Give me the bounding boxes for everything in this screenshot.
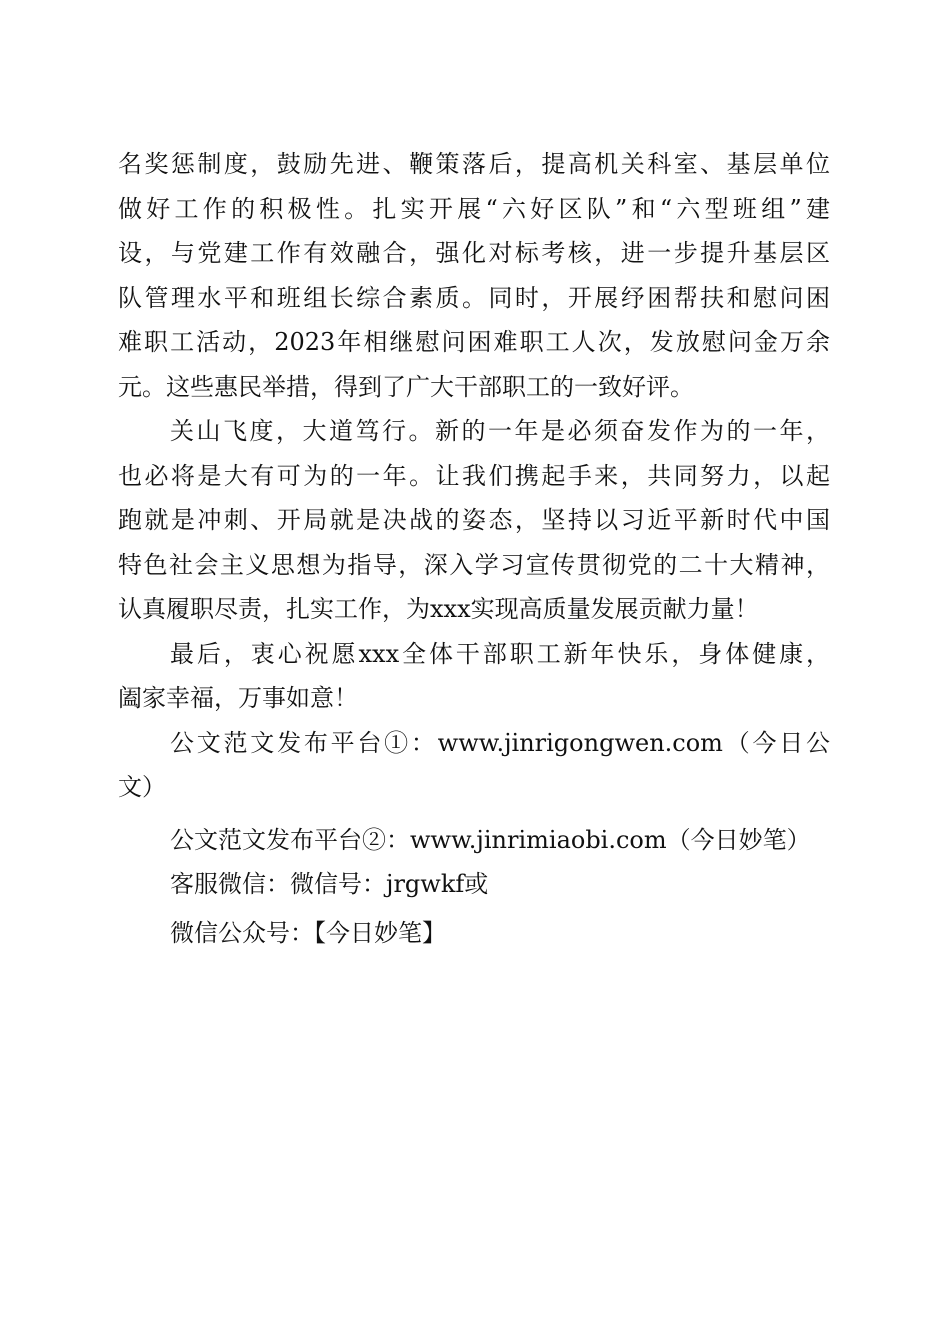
document-body — [118, 142, 830, 955]
footer-info — [118, 721, 830, 956]
paragraph — [118, 632, 830, 721]
text-line: 也必将是大有可为的一年。让我们携起手来，共同努力，以起 — [118, 461, 830, 490]
platform-1-line: 文） — [118, 773, 166, 801]
paragraph — [118, 142, 830, 409]
text-line: 认真履职尽责，扎实工作，为xxx实现高质量发展贡献力量！ — [118, 595, 759, 623]
text-line: 名奖惩制度，鼓励先进、鞭策落后，提高机关科室、基层单位 — [118, 150, 830, 178]
text-line: 阖家幸福，万事如意！ — [118, 684, 358, 712]
text-line: 队管理水平和班组长综合素质。同时，开展纾困帮扶和慰问困 — [118, 283, 830, 312]
text-line: 特色社会主义思想为指导，深入学习宣传贯彻党的二十大精神， — [118, 550, 830, 579]
text-line: 难职工活动，2023年相继慰问困难职工人次，发放慰问金万余 — [118, 328, 830, 356]
platform-2-line: 公文范文发布平台②：www.jinrimiaobi.com（今日妙笔） — [170, 825, 811, 854]
service-wechat-line: 客服微信：微信号：jrgwkf或 — [170, 870, 489, 898]
text-line: 元。这些惠民举措，得到了广大干部职工的一致好评。 — [118, 372, 694, 401]
text-line: 做好工作的积极性。扎实开展“六好区队”和“六型班组”建 — [118, 194, 830, 223]
text-line: 关山飞度，大道笃行。新的一年是必须奋发作为的一年， — [170, 417, 830, 445]
text-line: 最后，衷心祝愿xxx全体干部职工新年快乐，身体健康， — [170, 639, 830, 668]
text-line: 跑就是冲刺、开局就是决战的姿态，坚持以习近平新时代中国 — [118, 506, 830, 534]
paragraph — [118, 409, 830, 632]
official-account-line: 微信公众号：【今日妙笔】 — [170, 918, 446, 947]
platform-1-line: 公文范文发布平台①：www.jinrigongwen.com（今日公 — [170, 728, 830, 757]
text-line: 设，与党建工作有效融合，强化对标考核，进一步提升基层区 — [118, 239, 830, 267]
